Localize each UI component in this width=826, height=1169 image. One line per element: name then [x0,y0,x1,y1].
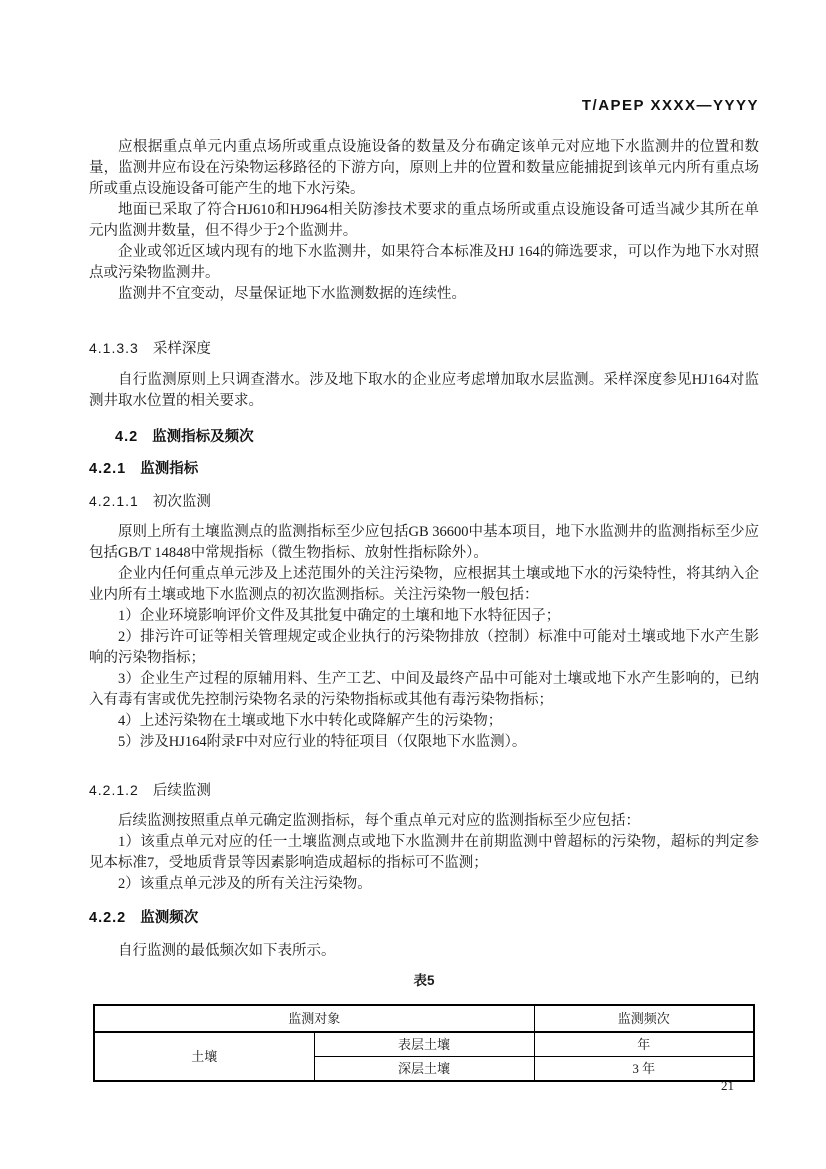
paragraph-sampling-depth-body: 自行监测原则上只调查潜水。涉及地下取水的企业应考虑增加取水层监测。采样深度参见HJ164对监测井取水位置的相关要求。 [89,372,759,409]
heading-number: 4.2.1.1 [89,493,139,509]
paragraph-well-layout: 应根据重点单元内重点场所或重点设施设备的数量及分布确定该单元对应地下水监测井的位置和数量，监测井应布设在污染物运移路径的下游方向，原则上井的位置和数量应能捕捉到该单元内所有重点场所或重点设施设备可能产生的地下水污染。 [89,139,759,197]
heading-number: 4.2.1 [89,461,127,477]
standard-code: T/APEP XXXX—YYYY [581,97,759,114]
heading-title: 采样深度 [152,341,211,357]
heading-title: 监测频次 [140,910,199,926]
heading-monitoring-frequency [89,908,759,929]
heading-title: 监测指标 [140,461,199,477]
cell-surface-frequency: 年 [534,1032,754,1057]
heading-title: 监测指标及频次 [152,429,254,445]
table-header-row [94,1005,754,1032]
paragraph-well-stability: 监测井不宜变动，尽量保证地下水监测数据的连续性。 [118,286,466,302]
heading-indicators-freq [89,427,759,448]
paragraph-initial-concern: 企业内任何重点单元涉及上述范围外的关注污染物，应根据其土壤或地下水的污染特性，将其纳入企业内所有土壤或地下水监测点的初次监测指标。关注污染物一般包括： [89,566,759,603]
paragraph-frequency-intro: 自行监测的最低频次如下表所示。 [118,943,336,959]
list-item: 4）上述污染物在土壤或地下水中转化或降解产生的污染物； [118,713,503,729]
heading-number: 4.2.1.2 [89,782,139,798]
column-header-frequency: 监测频次 [534,1005,754,1032]
running-header [582,97,759,114]
cell-deep-frequency: 3 年 [534,1057,754,1082]
paragraph-seepage-reduction: 地面已采取了符合HJ610和HJ964相关防渗技术要求的重点场所或重点设施设备可适当减少其所在单元内监测井数量，但不得少于2个监测井。 [89,202,759,239]
heading-indicators [89,459,759,480]
heading-followup-monitoring [89,780,759,802]
list-item: 2）该重点单元涉及的所有关注污染物。 [118,876,372,892]
heading-title: 初次监测 [152,494,211,510]
heading-initial-monitoring [89,491,759,513]
paragraph-existing-wells: 企业或邻近区域内现有的地下水监测井，如果符合本标准及HJ 164的筛选要求，可以作为地下水对照点或污染物监测井。 [89,244,759,281]
heading-number: 4.1.3.3 [89,340,139,356]
list-item: 1）该重点单元对应的任一土壤监测点或地下水监测井在前期监测中曾超标的污染物，超标的判定参见本标准7，受地质背景等因素影响造成超标的指标可不监测； [89,834,759,871]
cell-soil: 土壤 [94,1032,314,1081]
cell-surface-soil: 表层土壤 [314,1032,534,1057]
cell-deep-soil: 深层土壤 [314,1057,534,1082]
paragraph-followup-intro: 后续监测按照重点单元确定监测指标，每个重点单元对应的监测指标至少应包括： [118,813,640,829]
list-item: 1）企业环境影响评价文件及其批复中确定的土壤和地下水特征因子； [118,608,561,624]
list-item: 5）涉及HJ164附录F中对应行业的特征项目（仅限地下水监测）。 [118,734,527,750]
table-5 [93,1004,755,1082]
list-item: 2）排污许可证等相关管理规定或企业执行的污染物排放（控制）标准中可能对土壤或地下水产生影响的污染物指标； [89,629,759,666]
page-number: 21 [721,1078,734,1093]
heading-title: 后续监测 [152,783,211,799]
list-item: 3）企业生产过程的原辅用料、生产工艺、中间及最终产品中可能对土壤或地下水产生影响的，已纳入有毒有害或优先控制污染物名录的污染物指标或其他有毒污染物指标； [89,671,759,708]
paragraph-initial-scope: 原则上所有土壤监测点的监测指标至少应包括GB 36600中基本项目，地下水监测井的监测指标至少应包括GB/T 14848中常规指标（微生物指标、放射性指标除外）。 [89,524,759,561]
table-caption: 表5 [413,973,435,988]
table-row [94,1032,754,1057]
heading-number: 4.2 [115,429,139,445]
column-header-object: 监测对象 [94,1005,534,1032]
heading-number: 4.2.2 [89,910,127,926]
document-body [89,137,759,1082]
heading-sampling-depth [89,338,759,360]
